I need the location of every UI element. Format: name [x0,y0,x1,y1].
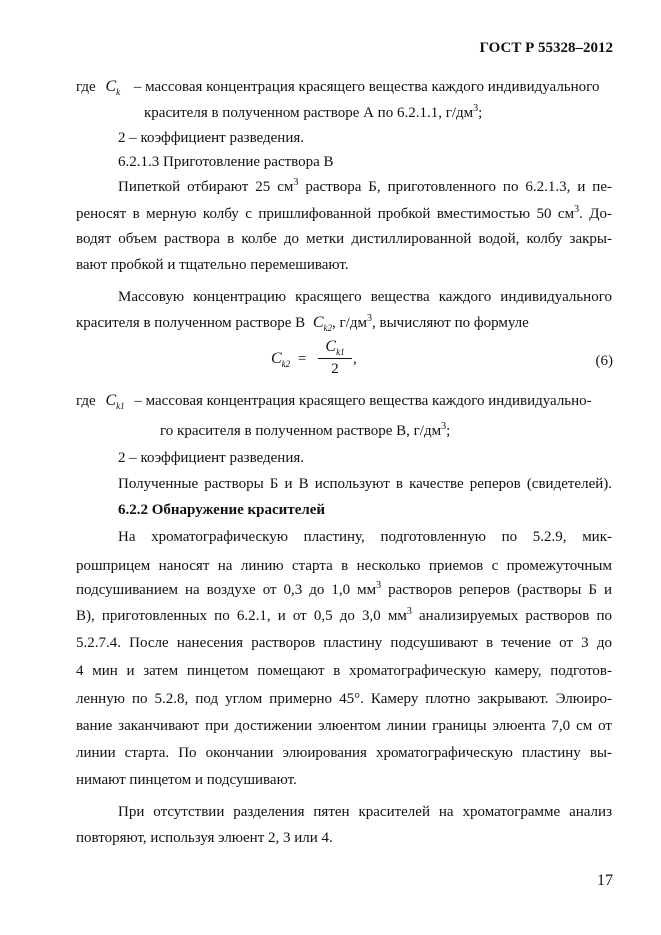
where-clause-2-line-1 [76,391,592,411]
para-chrom-line-3: подсушиванием на воздухе от 0,3 до 1,0 $мм^3$ растворов реперов (растворы Б и [76,580,612,598]
where-word: где [76,393,96,409]
formula-comma: , [353,351,357,367]
para-received-references: Полученные растворы Б и В используют в качестве реперов (свидетелей). [118,476,612,492]
para-pipette-line-2: реносят в мерную колбу с пришлифованной пробкой вместимостью 50 $см^3$. До- [76,204,612,222]
formula-denominator: 2 [331,361,339,377]
section-heading-6-2-2: 6.2.2 Обнаружение красителей [118,502,326,518]
para-chrom-line-2: рошприцем наносят на линию старта в несколько приемов с промежуточным [76,558,612,574]
para-mass-line-2: красителя в полученном растворе В $C_{k2}$, $г/дм^3$, вычисляют по формуле [76,313,529,333]
variable-ck1: $C_{k1}$ [105,392,125,411]
where-clause-1-line-1 [76,77,599,97]
variable-ck2: $C_{k2}$ [312,314,333,333]
para-chrom-line-9: линии старта. По окончании элюирования хроматографическую пластину вы- [76,745,612,761]
dilution-coefficient-2: 2 – коэффициент разведения. [118,450,305,466]
para-pipette-line-3: водят объем раствора в колбе до метки дистиллированной водой, колбу закры- [76,231,612,247]
para-chrom-line-6: 4 мин и затем пинцетом помещают в хроматографическую камеру, подготов- [76,663,612,679]
where-clause-1-line-2: красителя в полученном растворе А по 6.2.1.1, $г/дм^3$; [144,103,483,121]
para-pipette-line-1: Пипеткой отбирают 25 $см^3$ раствора Б, приготовленного по 6.2.1.3, и пе- [118,177,612,195]
formula-number: (6) [595,353,613,369]
para-chrom-line-10: нимают пинцетом и подсушивают. [76,772,297,788]
where-2-definition: – массовая концентрация красящего вещества каждого индивидуально- [134,393,592,409]
section-heading-6-2-1-3: 6.2.1.3 Приготовление раствора В [118,154,334,170]
dilution-coefficient-1: 2 – коэффициент разведения. [118,130,305,146]
para-chrom-line-7: ленную по 5.2.8, под углом примерно 45°. Камеру плотно закрывают. Элюиро- [76,691,612,707]
formula-numerator: $C_{k1}$ [325,338,345,357]
para-chrom-line-1: На хроматографическую пластину, подготовленную по 5.2.9, мик- [118,529,612,545]
para-chrom-line-4: В), приготовленных по 6.2.1, и от 0,5 до 3,0 $мм^3$ анализируемых растворов по [76,606,613,624]
where-clause-2-line-2: го красителя в полученном растворе В, $г/дм^3$; [160,421,451,439]
para-chrom-line-5: 5.2.7.4. После нанесения растворов пластину подсушивают в течение от 3 до [76,635,612,651]
para-chrom-line-8: вание заканчивают при достижении элюентом линии границы элюента 7,0 см от [76,718,612,734]
para-pipette-line-4: вают пробкой и тщательно перемешивают. [76,257,349,273]
para-absence-line-2: повторяют, используя элюент 2, 3 или 4. [76,830,333,846]
para-mass-line-1: Массовую концентрацию красящего вещества каждого индивидуального [118,289,612,305]
where-1-definition: – массовая концентрация красящего вещества каждого индивидуального [133,79,600,95]
formula-lhs: $C_{k2}$ = [271,350,307,369]
document-code-header: ГОСТ Р 55328–2012 [479,40,613,56]
para-absence-line-1: При отсутствии разделения пятен красителей на хроматограмме анализ [118,804,612,820]
page-number: 17 [597,872,613,889]
variable-ck: $C_k$ [105,78,121,97]
fraction-bar [318,358,352,359]
where-word: где [76,79,96,95]
